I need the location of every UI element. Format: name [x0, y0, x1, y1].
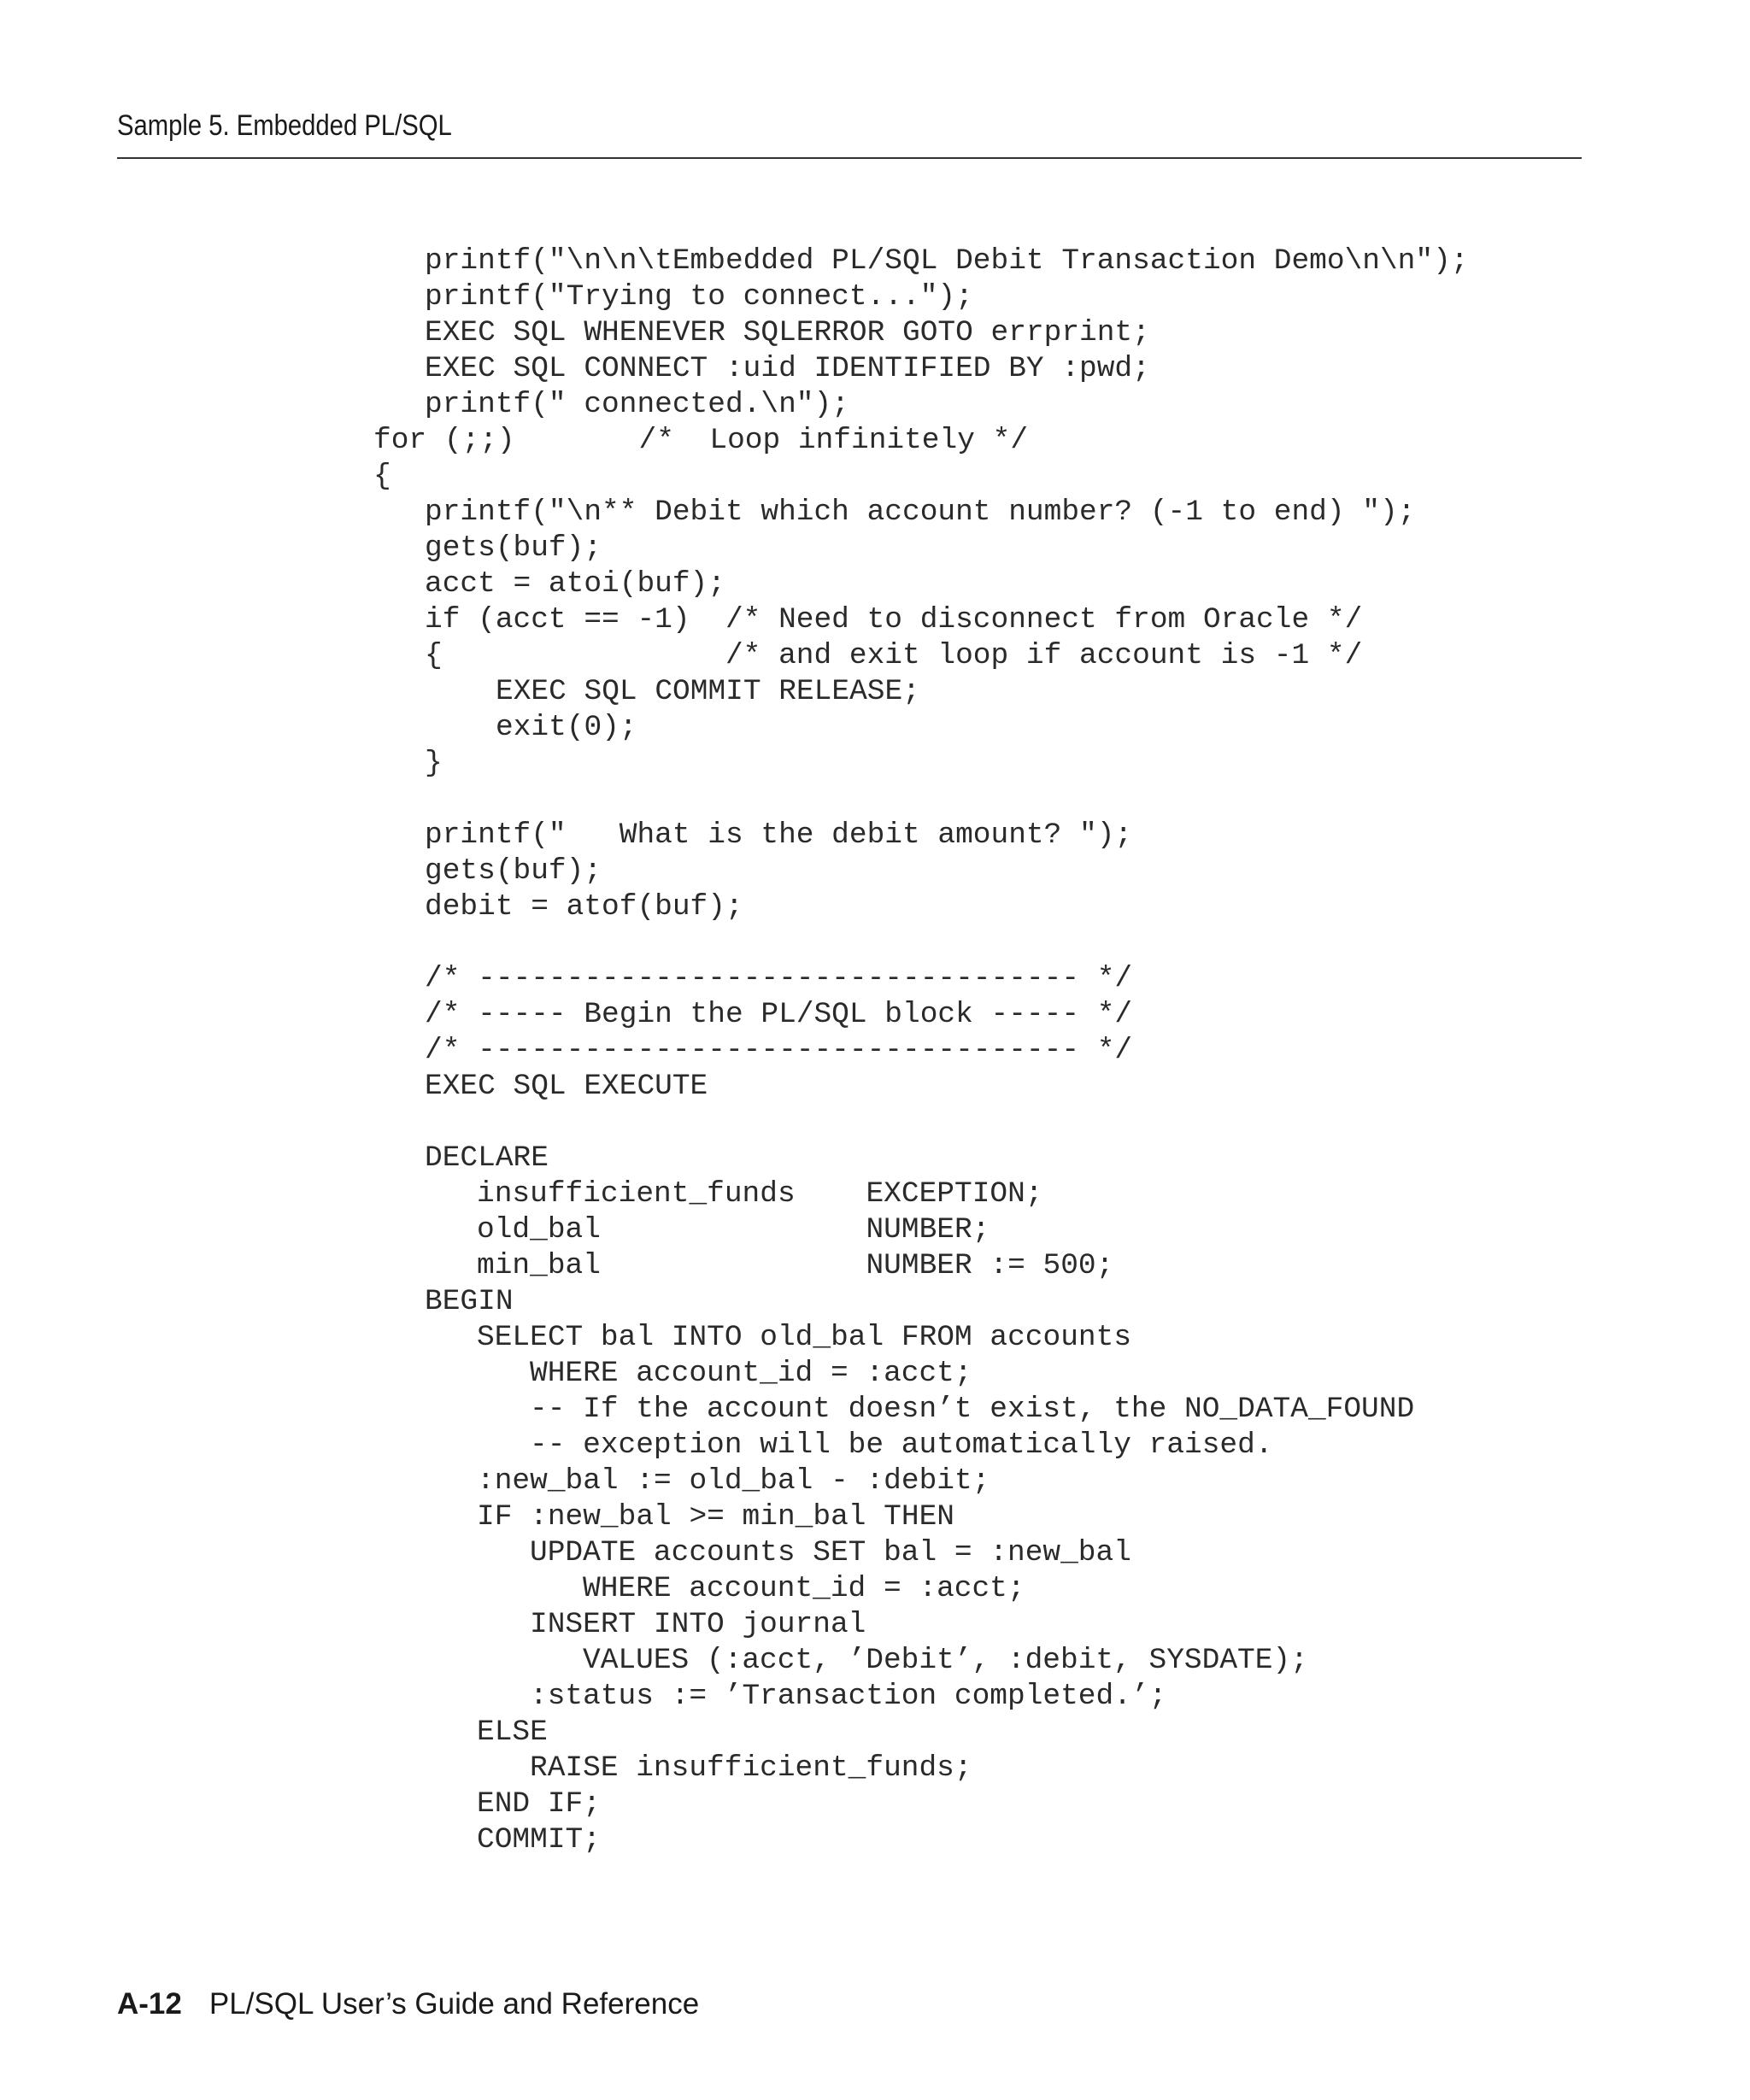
code-line: gets(buf);	[425, 854, 602, 888]
code-line: {	[373, 460, 391, 493]
code-line: DECLARE	[425, 1141, 549, 1175]
code-line: :new_bal := old_bal - :debit;	[477, 1464, 990, 1498]
code-line: printf("\n\n\tEmbedded PL/SQL Debit Transaction Demo\n\n");	[425, 244, 1469, 278]
code-line: printf(" What is the debit amount? ");	[425, 818, 1133, 852]
code-line: printf(" connected.\n");	[425, 388, 849, 421]
code-line: BEGIN	[425, 1285, 514, 1318]
code-line: COMMIT;	[477, 1823, 601, 1857]
page-footer	[117, 1987, 699, 2021]
code-line: printf("\n** Debit which account number? (-1 to end) ");	[425, 496, 1416, 529]
code-line: old_bal NUMBER;	[477, 1213, 990, 1247]
code-line: SELECT bal INTO old_bal FROM accounts	[477, 1321, 1132, 1354]
page-header	[117, 104, 1582, 159]
code-line: exit(0);	[496, 711, 637, 744]
code-line: INSERT INTO journal	[530, 1608, 866, 1641]
code-line: RAISE insufficient_funds;	[530, 1751, 972, 1785]
code-line: /* ---------------------------------- */	[425, 1034, 1133, 1067]
code-line: insufficient_funds EXCEPTION;	[477, 1177, 1043, 1211]
code-line: WHERE account_id = :acct;	[583, 1572, 1025, 1605]
code-line: EXEC SQL WHENEVER SQLERROR GOTO errprint;	[425, 316, 1150, 349]
code-line: gets(buf);	[425, 531, 602, 565]
code-line: :status := ’Transaction completed.’;	[530, 1680, 1167, 1713]
code-line: EXEC SQL CONNECT :uid IDENTIFIED BY :pwd;	[425, 352, 1150, 385]
code-line: { /* and exit loop if account is -1 */	[425, 639, 1363, 672]
code-line: UPDATE accounts SET bal = :new_bal	[530, 1536, 1131, 1569]
code-line: WHERE account_id = :acct;	[530, 1357, 972, 1390]
code-line: VALUES (:acct, ’Debit’, :debit, SYSDATE);	[583, 1644, 1308, 1677]
code-line: min_bal NUMBER := 500;	[477, 1249, 1114, 1282]
code-line: for (;;) /* Loop infinitely */	[373, 424, 1029, 457]
code-line: EXEC SQL COMMIT RELEASE;	[496, 675, 920, 708]
page-header-title: Sample 5. Embedded PL/SQL	[117, 109, 452, 142]
code-line: /* ----- Begin the PL/SQL block ----- */	[425, 998, 1133, 1031]
code-line: END IF;	[477, 1787, 601, 1821]
code-line: EXEC SQL EXECUTE	[425, 1070, 708, 1103]
code-line: debit = atof(buf);	[425, 890, 743, 924]
code-line: }	[425, 747, 443, 780]
code-line: ELSE	[477, 1716, 548, 1749]
footer-page-number: A-12	[117, 1987, 182, 2021]
footer-book-title: PL/SQL User’s Guide and Reference	[208, 1987, 700, 2021]
code-line: IF :new_bal >= min_bal THEN	[477, 1500, 954, 1534]
code-line: -- exception will be automatically raised.	[530, 1428, 1273, 1462]
code-line: /* ---------------------------------- */	[425, 962, 1133, 995]
code-line: printf("Trying to connect...");	[425, 280, 973, 314]
code-line: acct = atoi(buf);	[425, 567, 725, 601]
code-line: -- If the account doesn’t exist, the NO_DATA_FOUND	[530, 1393, 1415, 1426]
code-line: if (acct == -1) /* Need to disconnect from Oracle */	[425, 603, 1363, 636]
